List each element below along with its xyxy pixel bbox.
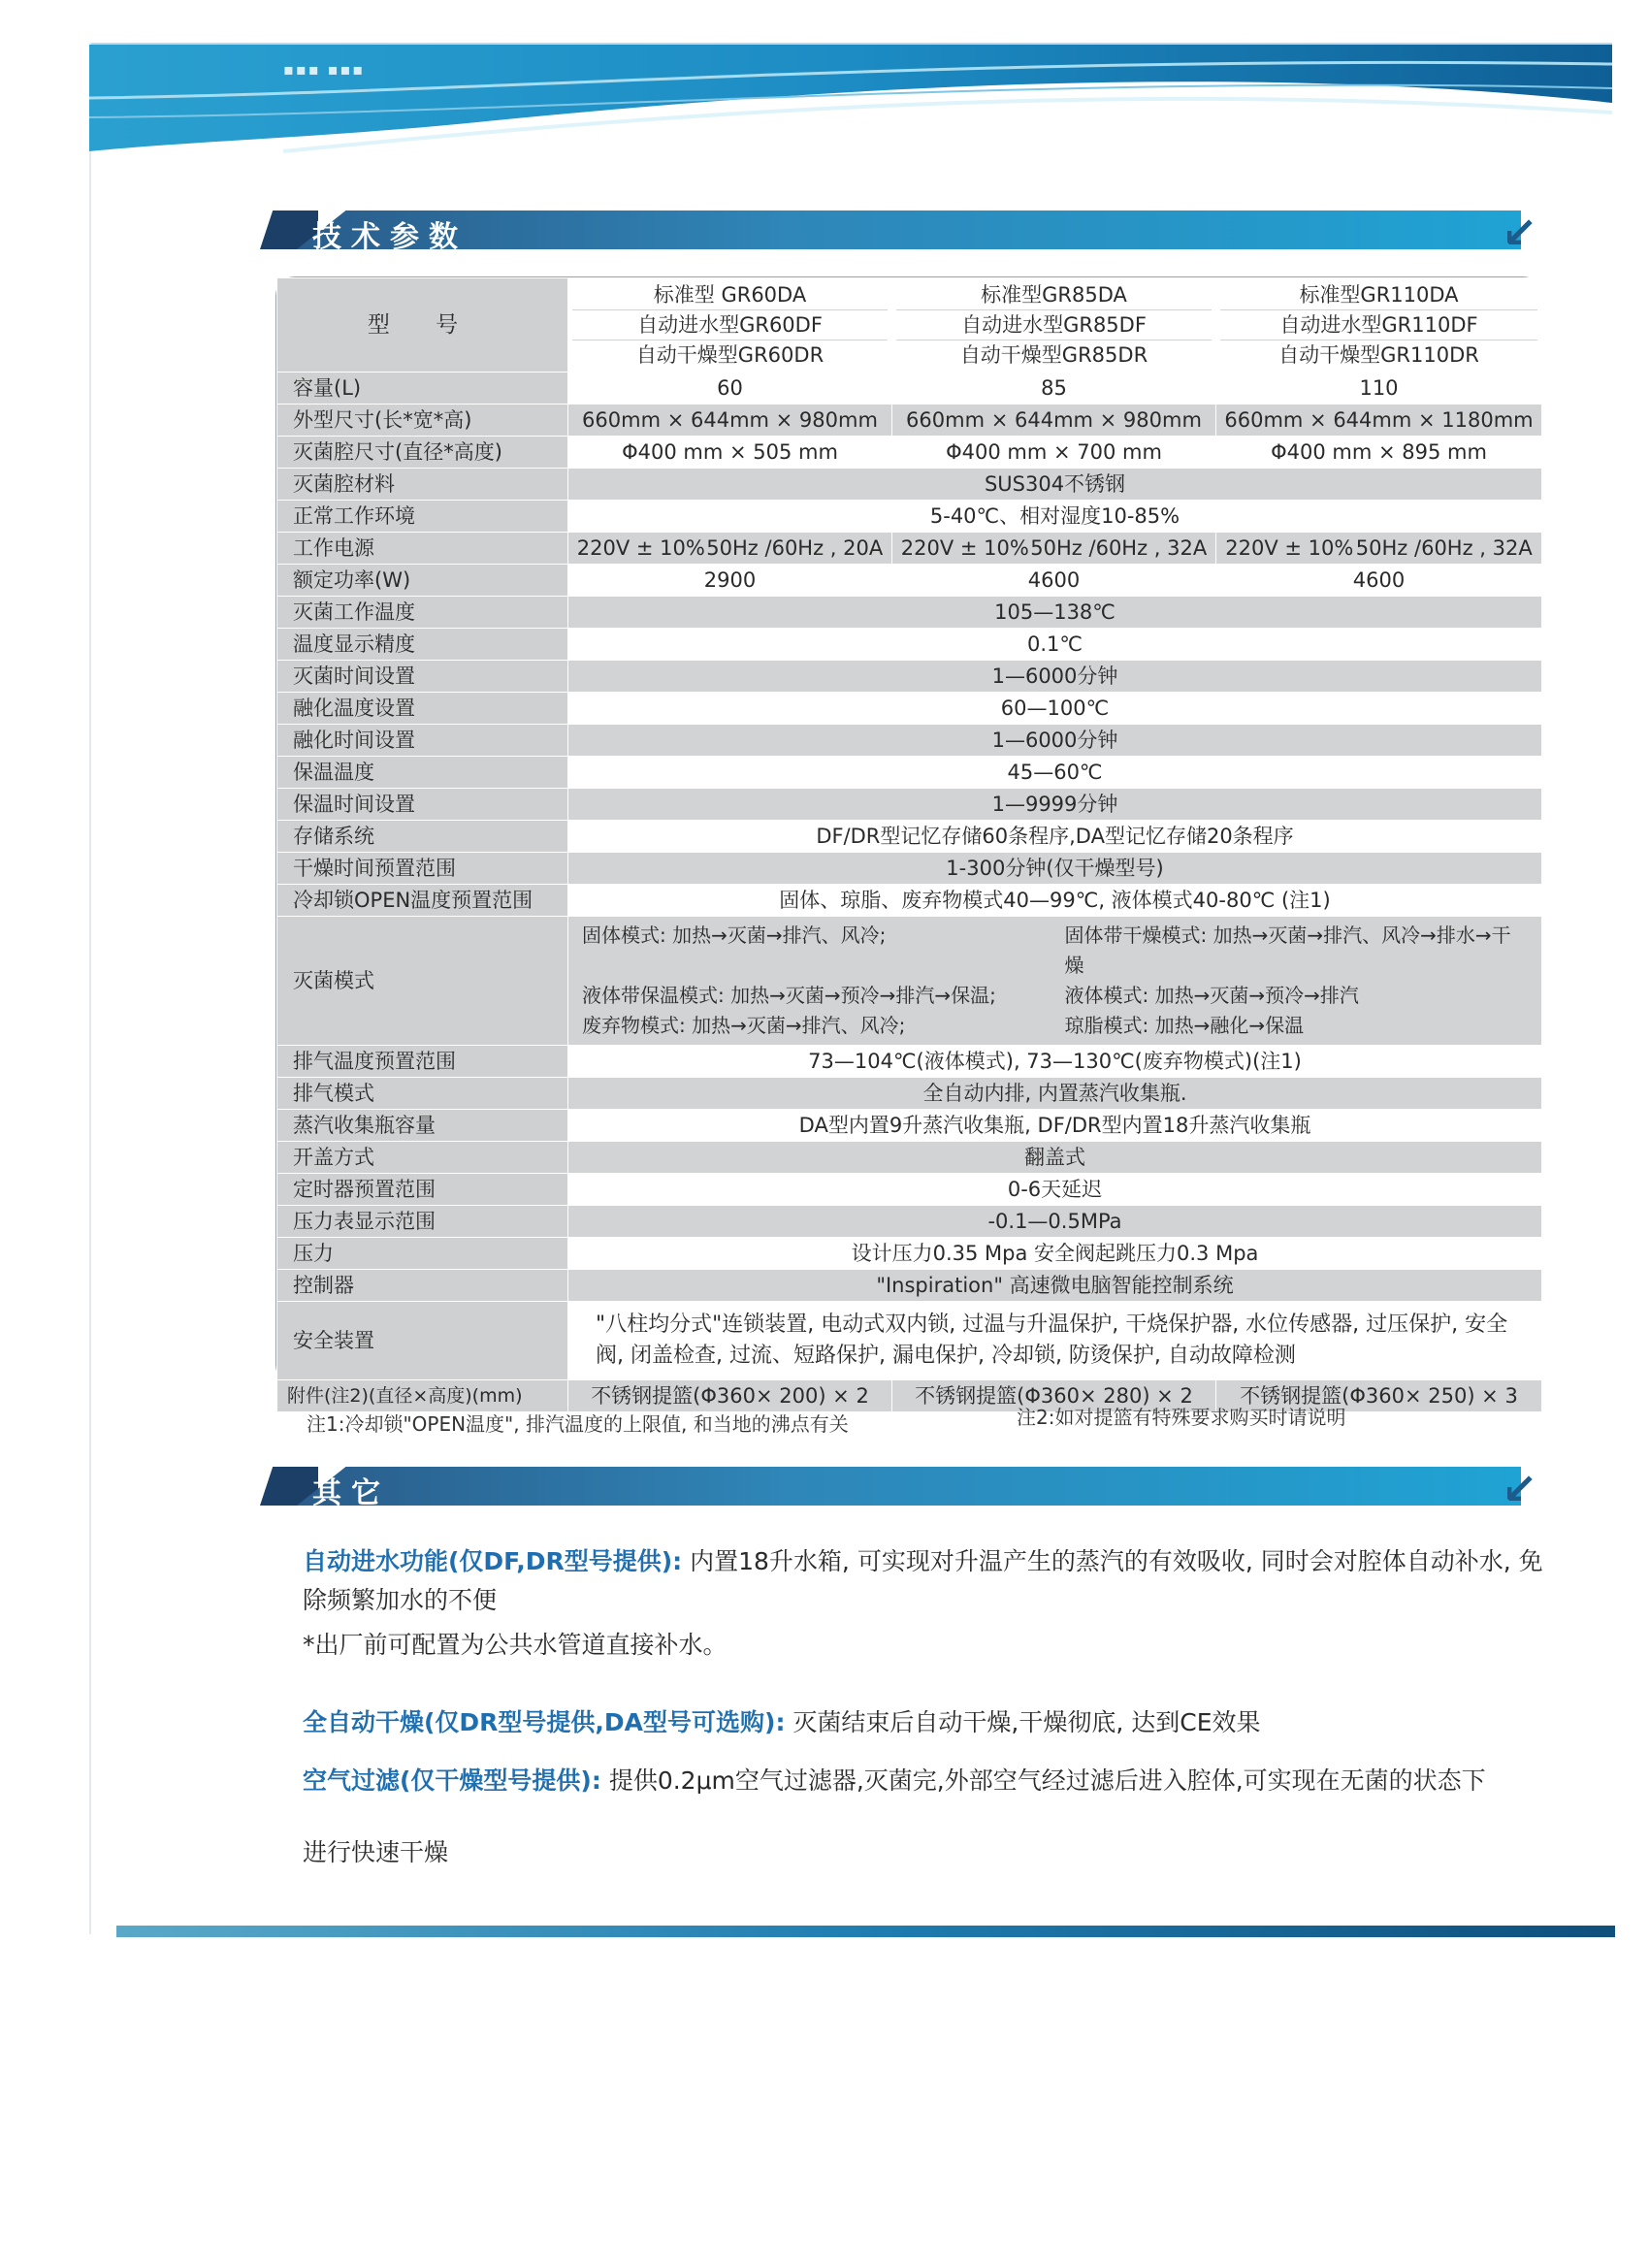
section-header-other bbox=[260, 1465, 1550, 1514]
spec-value: 73—104℃(液体模式), 73—130℃(废弃物模式)(注1) bbox=[568, 1046, 1542, 1078]
model-name: 标准型GR110DA bbox=[1220, 280, 1537, 310]
spec-value: 不锈钢提篮(Φ360× 200) × 2 bbox=[568, 1380, 892, 1412]
section-title: 技术参数 bbox=[312, 220, 468, 254]
spec-label: 灭菌腔尺寸(直径*高度) bbox=[277, 437, 568, 469]
spec-row bbox=[277, 1110, 1542, 1142]
voltage: 220V ± 10% bbox=[1225, 535, 1354, 560]
feature-auto-dry bbox=[303, 1703, 1564, 1742]
sterilize-mode: 固体带干燥模式: 加热→灭菌→排汽、风冷→排水→干燥 bbox=[1064, 923, 1511, 977]
spec-value: -0.1—0.5MPa bbox=[568, 1206, 1542, 1238]
spec-value: Φ400 mm × 895 mm bbox=[1216, 437, 1542, 469]
spec-label: 融化温度设置 bbox=[277, 693, 568, 725]
spec-row bbox=[277, 469, 1542, 501]
spec-label: 保温温度 bbox=[277, 757, 568, 789]
spec-value: 全自动内排, 内置蒸汽收集瓶. bbox=[568, 1078, 1542, 1110]
spec-value: Φ400 mm × 700 mm bbox=[892, 437, 1216, 469]
spec-label: 附件(注2)(直径×高度)(mm) bbox=[277, 1380, 568, 1412]
sterilize-mode: 废弃物模式: 加热→灭菌→排汽、风冷; bbox=[582, 1014, 906, 1037]
note-2: 注2:如对提篮有特殊要求购买时请说明 bbox=[1017, 1406, 1346, 1429]
spec-row bbox=[277, 373, 1542, 405]
section-header-specs bbox=[260, 209, 1550, 258]
spec-value: 0-6天延迟 bbox=[568, 1174, 1542, 1206]
spec-label: 额定功率(W) bbox=[277, 565, 568, 597]
spec-row bbox=[277, 565, 1542, 597]
feature-note: *出厂前可配置为公共水管道直接补水。 bbox=[303, 1631, 728, 1659]
spec-label: 压力表显示范围 bbox=[277, 1206, 568, 1238]
spec-label: 外型尺寸(长*宽*高) bbox=[277, 405, 568, 437]
spec-value: 翻盖式 bbox=[568, 1142, 1542, 1174]
spec-value: 不锈钢提篮(Φ360× 250) × 3 bbox=[1216, 1380, 1542, 1412]
spec-label: 工作电源 bbox=[277, 533, 568, 565]
spec-row bbox=[277, 917, 1542, 1046]
logo-marks: ▪▪▪ ▪▪▪ bbox=[283, 60, 366, 79]
spec-row bbox=[277, 885, 1542, 917]
spec-value: 45—60℃ bbox=[568, 757, 1542, 789]
spec-row bbox=[277, 405, 1542, 437]
frequency-current: 50Hz /60Hz , 20A bbox=[706, 535, 884, 560]
feature-text: 灭菌结束后自动干燥,干燥彻底, 达到CE效果 bbox=[792, 1708, 1261, 1736]
spec-row bbox=[277, 821, 1542, 853]
spec-value: 4600 bbox=[1216, 565, 1542, 597]
spec-value: 固体、琼脂、废弃物模式40—99℃, 液体模式40-80℃ (注1) bbox=[568, 885, 1542, 917]
spec-label: 保温时间设置 bbox=[277, 789, 568, 821]
spec-value: SUS304不锈钢 bbox=[568, 469, 1542, 501]
power-value bbox=[568, 533, 892, 565]
model-cell bbox=[892, 278, 1216, 373]
arrow-down-left-icon: ↙ bbox=[1502, 209, 1537, 258]
sterilize-mode: 液体模式: 加热→灭菌→预冷→排汽 bbox=[1064, 984, 1359, 1007]
spec-value: DF/DR型记忆存储60条程序,DA型记忆存储20条程序 bbox=[568, 821, 1542, 853]
spec-label: 定时器预置范围 bbox=[277, 1174, 568, 1206]
spec-value: 5-40℃、相对湿度10-85% bbox=[568, 501, 1542, 533]
feature-heading: 空气过滤(仅干燥型号提供): bbox=[303, 1766, 601, 1795]
spec-row bbox=[277, 501, 1542, 533]
spec-row bbox=[277, 853, 1542, 885]
spec-label: 灭菌腔材料 bbox=[277, 469, 568, 501]
spec-value: 4600 bbox=[892, 565, 1216, 597]
spec-label: 灭菌模式 bbox=[277, 917, 568, 1046]
model-name: 自动进水型GR60DF bbox=[572, 310, 888, 340]
model-cell bbox=[568, 278, 892, 373]
spec-value: 110 bbox=[1216, 373, 1542, 405]
spec-label: 排气温度预置范围 bbox=[277, 1046, 568, 1078]
spec-label: 干燥时间预置范围 bbox=[277, 853, 568, 885]
feature-text: 内置18升水箱, 可实现对升温产生的蒸汽的有效吸收, 同时会对腔体自动补水, 免除频繁加水的不便 bbox=[303, 1547, 1543, 1614]
spec-value: 660mm × 644mm × 980mm bbox=[568, 405, 892, 437]
model-name: 自动干燥型GR60DR bbox=[635, 343, 824, 367]
voltage: 220V ± 10% bbox=[900, 535, 1029, 560]
spec-row bbox=[277, 629, 1542, 661]
spec-label: 灭菌工作温度 bbox=[277, 597, 568, 629]
voltage: 220V ± 10% bbox=[576, 535, 705, 560]
spec-row bbox=[277, 693, 1542, 725]
spec-row bbox=[277, 597, 1542, 629]
section-title: 其它 bbox=[312, 1476, 390, 1510]
spec-row bbox=[277, 1174, 1542, 1206]
spec-table bbox=[275, 276, 1542, 1408]
spec-label: 存储系统 bbox=[277, 821, 568, 853]
spec-value: 105—138℃ bbox=[568, 597, 1542, 629]
model-name: 标准型GR85DA bbox=[896, 280, 1212, 310]
power-value bbox=[892, 533, 1216, 565]
spec-row bbox=[277, 1078, 1542, 1110]
spec-row bbox=[277, 757, 1542, 789]
spec-value: 1—9999分钟 bbox=[568, 789, 1542, 821]
spec-row bbox=[277, 1238, 1542, 1270]
spec-row bbox=[277, 1270, 1542, 1302]
note-1: 注1:冷却锁"OPEN温度", 排汽温度的上限值, 和当地的沸点有关 bbox=[307, 1412, 849, 1436]
sterilize-mode: 固体模式: 加热→灭菌→排汽、风冷; bbox=[582, 923, 887, 947]
model-name: 标准型 GR60DA bbox=[572, 280, 888, 310]
spec-value: 1-300分钟(仅干燥型号) bbox=[568, 853, 1542, 885]
spec-value: 0.1℃ bbox=[568, 629, 1542, 661]
spec-label: 蒸汽收集瓶容量 bbox=[277, 1110, 568, 1142]
model-name: 自动进水型GR110DF bbox=[1220, 310, 1537, 340]
feature-heading: 全自动干燥(仅DR型号提供,DA型号可选购): bbox=[303, 1708, 786, 1736]
spec-value: "Inspiration" 高速微电脑智能控制系统 bbox=[568, 1270, 1542, 1302]
spec-row bbox=[277, 1380, 1542, 1412]
spec-row bbox=[277, 437, 1542, 469]
spec-value: 60 bbox=[568, 373, 892, 405]
spec-value: 1—6000分钟 bbox=[568, 725, 1542, 757]
feature-text-cont: 进行快速干燥 bbox=[303, 1838, 449, 1866]
model-name: 自动干燥型GR85DR bbox=[959, 343, 1148, 367]
footer-bar bbox=[116, 1926, 1615, 1937]
spec-row bbox=[277, 1206, 1542, 1238]
spec-label: 正常工作环境 bbox=[277, 501, 568, 533]
spec-value: 85 bbox=[892, 373, 1216, 405]
spec-row bbox=[277, 789, 1542, 821]
spec-value: 660mm × 644mm × 980mm bbox=[892, 405, 1216, 437]
sheet-edge-left bbox=[89, 43, 91, 1934]
spec-label: 温度显示精度 bbox=[277, 629, 568, 661]
spec-label: 冷却锁OPEN温度预置范围 bbox=[277, 885, 568, 917]
arrow-down-left-icon: ↙ bbox=[1502, 1465, 1537, 1514]
spec-value: 2900 bbox=[568, 565, 892, 597]
spec-row bbox=[277, 1142, 1542, 1174]
sterilize-mode: 液体带保温模式: 加热→灭菌→预冷→排汽→保温; bbox=[582, 984, 996, 1007]
spec-value: 1—6000分钟 bbox=[568, 661, 1542, 693]
spec-value: "八柱均分式"连锁装置, 电动式双内锁, 过温与升温保护, 干烧保护器, 水位传感器, 过压保护, 安全阀, 闭盖检查, 过流、短路保护, 漏电保护, 冷却锁, 防烫保护, 自动故障检测 bbox=[568, 1302, 1542, 1380]
header-banner bbox=[89, 45, 1612, 151]
spec-value: 设计压力0.35 Mpa 安全阀起跳压力0.3 Mpa bbox=[568, 1238, 1542, 1270]
feature-auto-water bbox=[303, 1542, 1564, 1620]
spec-row bbox=[277, 533, 1542, 565]
spec-value: 660mm × 644mm × 1180mm bbox=[1216, 405, 1542, 437]
spec-label: 融化时间设置 bbox=[277, 725, 568, 757]
spec-label: 压力 bbox=[277, 1238, 568, 1270]
sterilize-modes bbox=[568, 917, 1542, 1046]
frequency-current: 50Hz /60Hz , 32A bbox=[1030, 535, 1208, 560]
spec-label: 排气模式 bbox=[277, 1078, 568, 1110]
spec-row bbox=[277, 661, 1542, 693]
feature-text: 提供0.2μm空气过滤器,灭菌完,外部空气经过滤后进入腔体,可实现在无菌的状态下 bbox=[608, 1766, 1486, 1795]
spec-row bbox=[277, 1046, 1542, 1078]
model-cell bbox=[1216, 278, 1542, 373]
spec-row bbox=[277, 725, 1542, 757]
spec-label: 安全装置 bbox=[277, 1302, 568, 1380]
spec-label: 控制器 bbox=[277, 1270, 568, 1302]
spec-label: 开盖方式 bbox=[277, 1142, 568, 1174]
model-label: 型 号 bbox=[277, 278, 568, 373]
model-name: 自动进水型GR85DF bbox=[896, 310, 1212, 340]
frequency-current: 50Hz /60Hz , 32A bbox=[1355, 535, 1533, 560]
spec-row bbox=[277, 1302, 1542, 1380]
spec-label: 灭菌时间设置 bbox=[277, 661, 568, 693]
power-value bbox=[1216, 533, 1542, 565]
feature-heading: 自动进水功能(仅DF,DR型号提供): bbox=[303, 1547, 683, 1575]
spec-label: 容量(L) bbox=[277, 373, 568, 405]
spec-value: Φ400 mm × 505 mm bbox=[568, 437, 892, 469]
feature-air-filter bbox=[303, 1762, 1564, 1800]
spec-value: 60—100℃ bbox=[568, 693, 1542, 725]
spec-value: DA型内置9升蒸汽收集瓶, DF/DR型内置18升蒸汽收集瓶 bbox=[568, 1110, 1542, 1142]
spec-value: 不锈钢提篮(Φ360× 280) × 2 bbox=[892, 1380, 1216, 1412]
sterilize-mode: 琼脂模式: 加热→融化→保温 bbox=[1064, 1014, 1305, 1037]
model-name: 自动干燥型GR110DR bbox=[1278, 343, 1479, 367]
